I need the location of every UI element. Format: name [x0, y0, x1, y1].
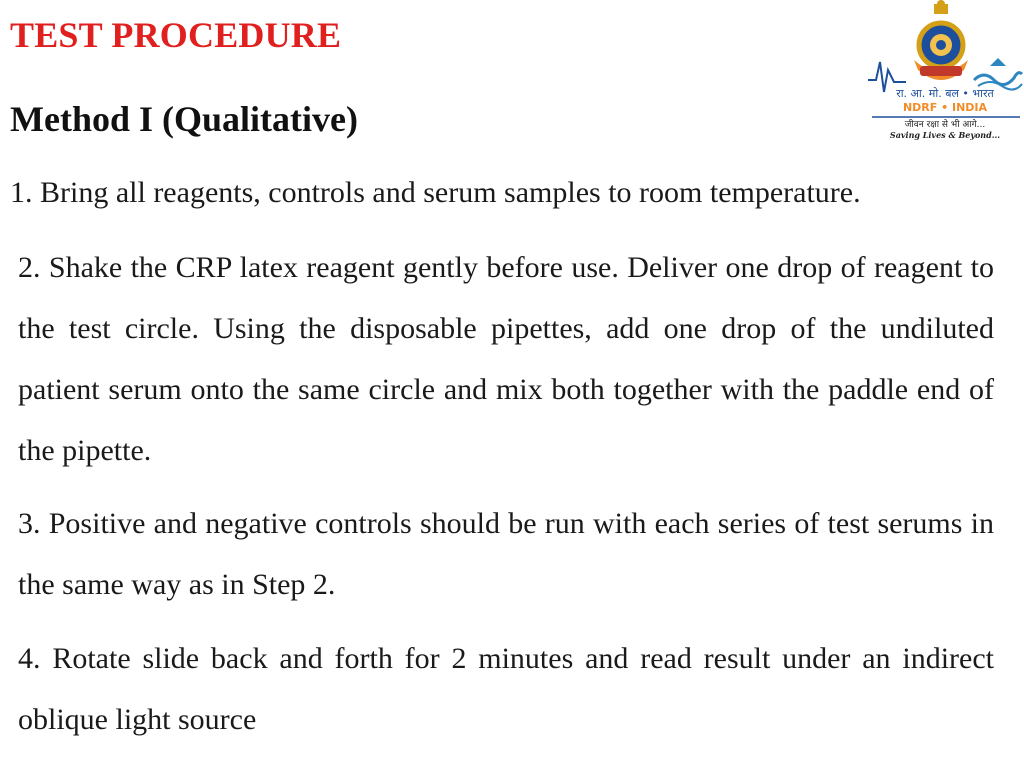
- step-text: Rotate slide back and forth for 2 minutes and read result under an indirect oblique light source: [18, 642, 995, 736]
- logo-motto-english: Saving Lives & Beyond...: [889, 130, 1001, 140]
- logo-motto-hindi: जीवन रक्षा से भी आगे...: [904, 120, 986, 130]
- step-3: [18, 493, 994, 615]
- step-1: [10, 176, 861, 210]
- step-number: 1.: [10, 176, 33, 209]
- logo-hindi-text: रा. आ. मो. बल • भारत: [896, 87, 994, 100]
- step-2: [18, 237, 994, 481]
- emblem-icon: [914, 0, 968, 80]
- step-text: Positive and negative controls should be run with each series of test serums in the same way as in Step 2.: [18, 507, 995, 601]
- step-text: Bring all reagents, controls and serum samples to room temperature.: [40, 176, 861, 209]
- step-text: Shake the CRP latex reagent gently before use. Deliver one drop of reagent to the test circle. Using the disposable pipettes, add one drop of the undiluted patient serum onto the same circle and mix both together with the paddle end of the pipette.: [18, 251, 994, 467]
- logo-org-text: NDRF • INDIA: [902, 101, 988, 114]
- step-number: 3.: [18, 507, 41, 540]
- method-heading: Method I (Qualitative): [10, 99, 358, 139]
- ndrf-logo: [866, 0, 1024, 142]
- step-number: 4.: [18, 642, 41, 675]
- step-number: 2.: [18, 251, 41, 284]
- page-title: TEST PROCEDURE: [10, 15, 342, 55]
- step-4: [18, 628, 994, 750]
